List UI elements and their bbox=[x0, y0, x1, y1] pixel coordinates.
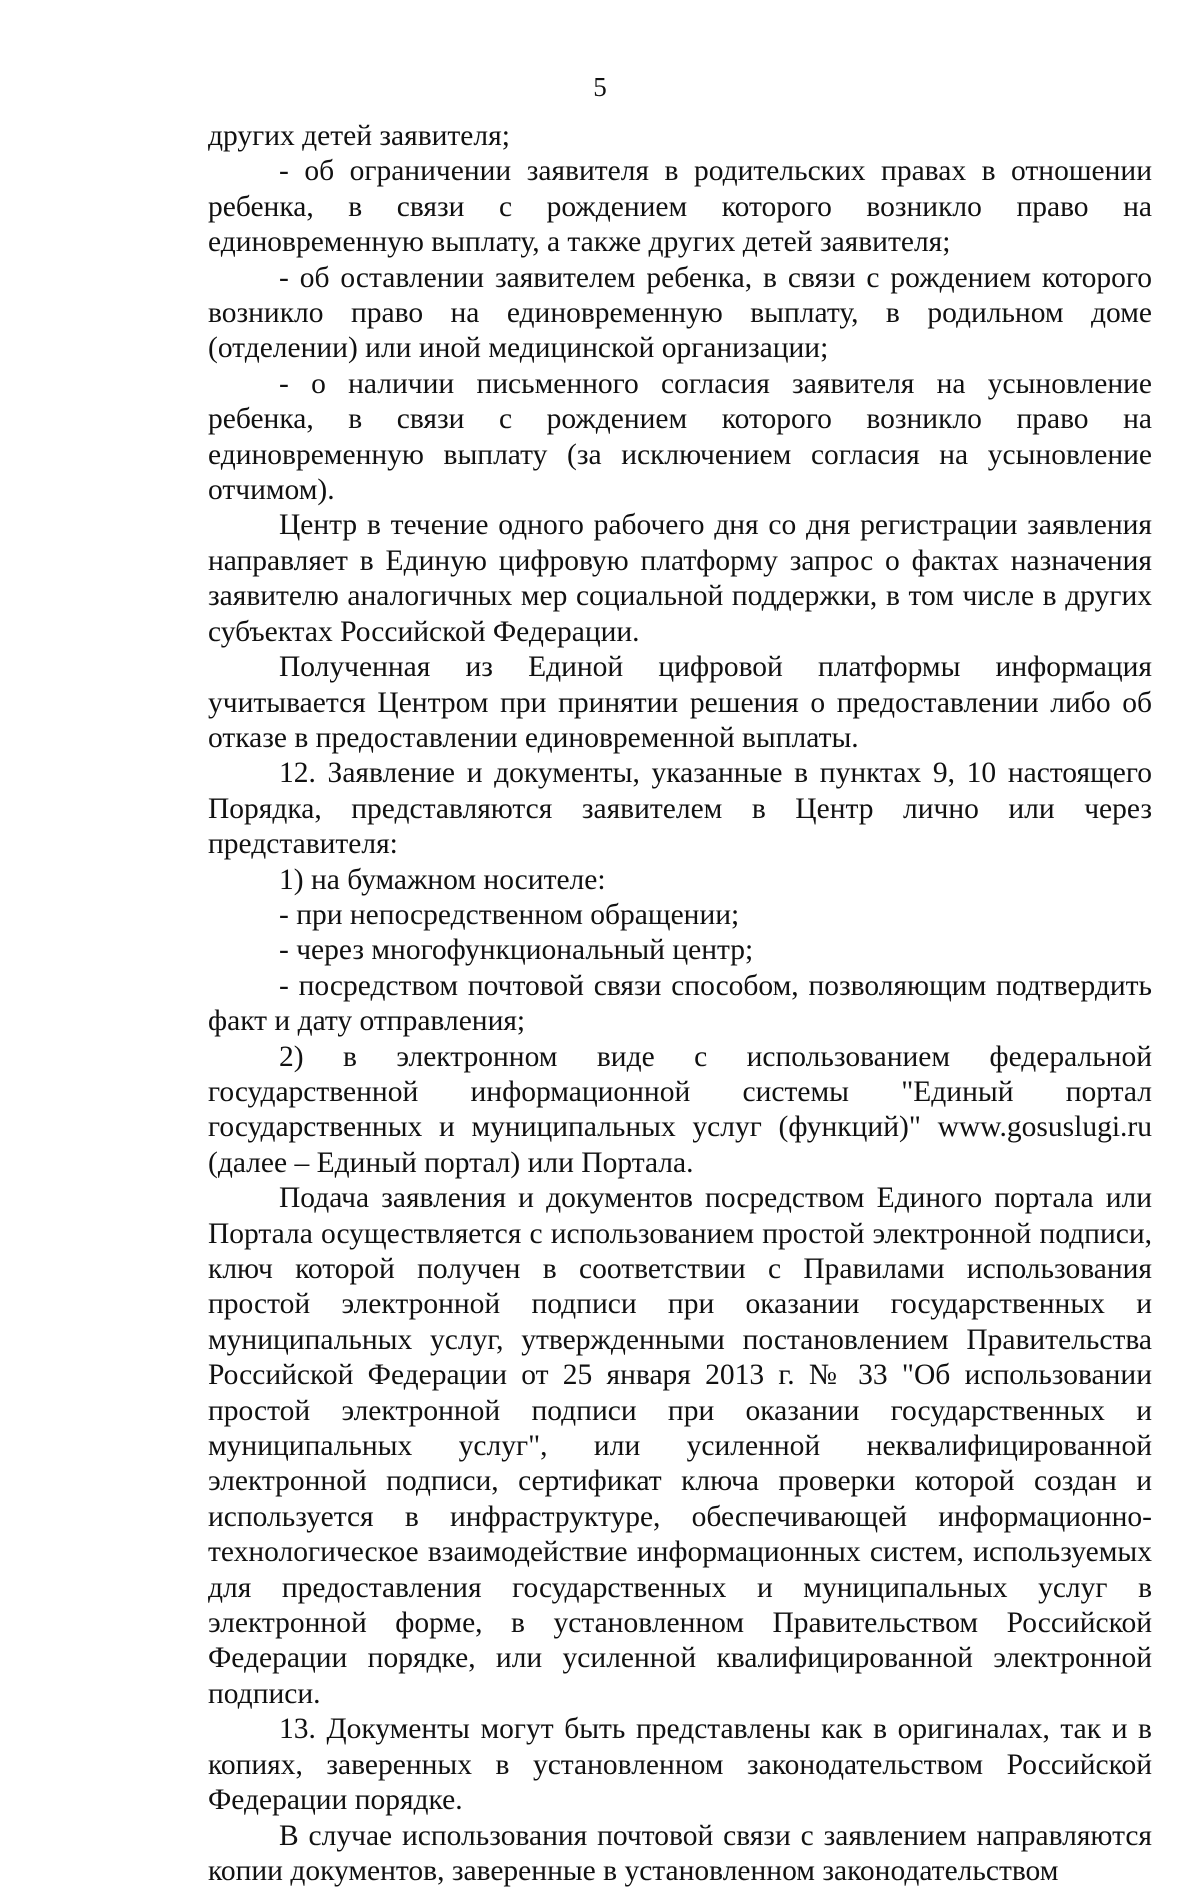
paragraph: 12. Заявление и документы, указанные в пунктах 9, 10 настоящего Порядка, представляются заявителем в Центр лично или через представителя: bbox=[208, 756, 1152, 862]
paragraph: 1) на бумажном носителе: bbox=[208, 863, 1152, 898]
paragraph: В случае использования почтовой связи с заявлением направляются копии документов, заверенные в установленном законодательством bbox=[208, 1819, 1152, 1889]
paragraph: 2) в электронном виде с использованием федеральной государственной информационной системы "Единый портал государственных и муниципальных услуг (функций)" www.gosuslugi.ru (далее – Единый портал) или Портала. bbox=[208, 1040, 1152, 1182]
paragraph: Центр в течение одного рабочего дня со дня регистрации заявления направляет в Единую цифровую платформу запрос о фактах назначения заявителю аналогичных мер социальной поддержки, в том числе в других субъектах Российской Федерации. bbox=[208, 508, 1152, 650]
paragraph: Полученная из Единой цифровой платформы информация учитывается Центром при принятии решения о предоставлении либо об отказе в предоставлении единовременной выплаты. bbox=[208, 650, 1152, 756]
paragraph: других детей заявителя; bbox=[208, 119, 1152, 154]
paragraph: - при непосредственном обращении; bbox=[208, 898, 1152, 933]
paragraph: - через многофункциональный центр; bbox=[208, 933, 1152, 968]
page-number: 5 bbox=[0, 72, 1200, 102]
paragraph: - об ограничении заявителя в родительских правах в отношении ребенка, в связи с рождением которого возникло право на единовременную выплату, а также других детей заявителя; bbox=[208, 154, 1152, 260]
paragraph: - посредством почтовой связи способом, позволяющим подтвердить факт и дату отправления; bbox=[208, 969, 1152, 1040]
paragraph: - о наличии письменного согласия заявителя на усыновление ребенка, в связи с рождением которого возникло право на единовременную выплату (за исключением согласия на усыновление отчимом). bbox=[208, 367, 1152, 509]
paragraph: Подача заявления и документов посредством Единого портала или Портала осуществляется с использованием простой электронной подписи, ключ которой получен в соответствии с Правилами использования простой электронной подписи при оказании государственных и муниципальных услуг, утвержденными постановлением Правительства Российской Федерации от 25 января 2013 г. № 33 "Об использовании простой электронной подписи при оказании государственных и муниципальных услуг", или усиленной неквалифицированной электронной подписи, сертификат ключа проверки которой создан и используется в инфраструктуре, обеспечивающей информационно-технологическое взаимодействие информационных систем, используемых для предоставления государственных и муниципальных услуг в электронной форме, в установленном Правительством Российской Федерации порядке, или усиленной квалифицированной электронной подписи. bbox=[208, 1181, 1152, 1712]
paragraph: - об оставлении заявителем ребенка, в связи с рождением которого возникло право на единовременную выплату, в родильном доме (отделении) или иной медицинской организации; bbox=[208, 261, 1152, 367]
paragraph: 13. Документы могут быть представлены как в оригиналах, так и в копиях, заверенных в установленном законодательством Российской Федерации порядке. bbox=[208, 1712, 1152, 1818]
document-body bbox=[208, 119, 1152, 1889]
